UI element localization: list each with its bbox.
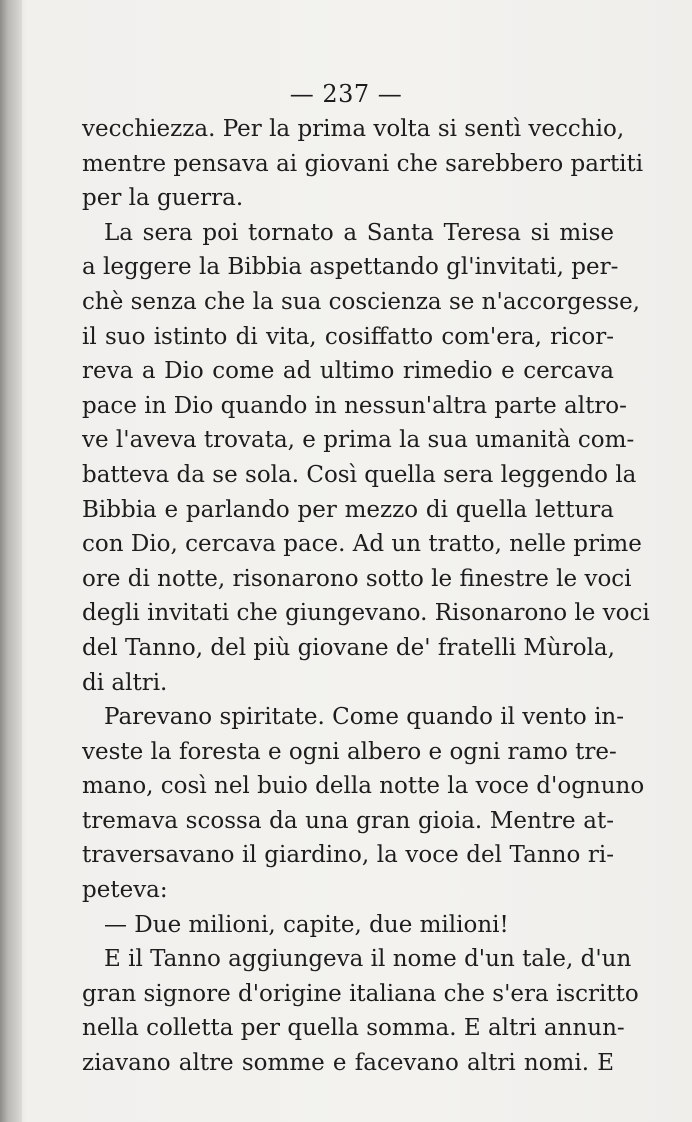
- page-binding-edge: [0, 0, 22, 1122]
- text-line: traversavano il giardino, la voce del Tanno ri-: [82, 842, 614, 869]
- text-line: pace in Dio quando in nessun'altra parte altro-: [82, 392, 627, 419]
- text-line: mano, così nel buio della notte la voce d'ognuno: [82, 773, 645, 800]
- text-line: ve l'aveva trovata, e prima la sua umanità com-: [82, 427, 635, 454]
- text-line: — Due milioni, capite, due milioni!: [104, 911, 509, 938]
- text-line: veste la foresta e ogni albero e ogni ramo tre-: [82, 738, 617, 765]
- text-line: gran signore d'origine italiana che s'era iscritto: [82, 980, 639, 1007]
- page-number: — 237 —: [289, 80, 403, 108]
- text-line: La sera poi tornato a Santa Teresa si mise: [104, 219, 614, 246]
- text-line: ore di notte, risonarono sotto le finestre le voci: [82, 565, 632, 592]
- text-line: chè senza che la sua coscienza se n'accorgesse,: [82, 288, 640, 315]
- text-line: per la guerra.: [82, 185, 244, 212]
- text-line: con Dio, cercava pace. Ad un tratto, nelle prime: [82, 531, 642, 558]
- text-line: a leggere la Bibbia aspettando gl'invitati, per-: [82, 254, 619, 281]
- text-line: vecchiezza. Per la prima volta si sentì vecchio,: [82, 116, 625, 142]
- text-line: nella colletta per quella somma. E altri annun-: [82, 1015, 625, 1042]
- text-line: ziavano altre somme e facevano altri nomi. E: [82, 1050, 614, 1077]
- text-line: il suo istinto di vita, cosiffatto com'era, ricor-: [82, 323, 614, 350]
- text-line: degli invitati che giungevano. Risonarono le voci: [82, 600, 650, 627]
- text-line: Parevano spiritate. Come quando il vento in-: [104, 704, 625, 731]
- body-text: [82, 112, 650, 1081]
- text-line: peteva:: [82, 877, 168, 904]
- text-line: tremava scossa da una gran gioia. Mentre at-: [82, 807, 614, 834]
- text-line: mentre pensava ai giovani che sarebbero partiti: [82, 150, 644, 177]
- text-line: reva a Dio come ad ultimo rimedio e cercava: [82, 358, 614, 385]
- text-line: Bibbia e parlando per mezzo di quella lettura: [82, 496, 614, 523]
- text-line: E il Tanno aggiungeva il nome d'un tale, d'un: [104, 946, 632, 973]
- text-line: del Tanno, del più giovane de' fratelli Mùrola,: [82, 634, 615, 661]
- text-line: batteva da se sola. Così quella sera leggendo la: [82, 461, 637, 488]
- text-line: di altri.: [82, 669, 168, 696]
